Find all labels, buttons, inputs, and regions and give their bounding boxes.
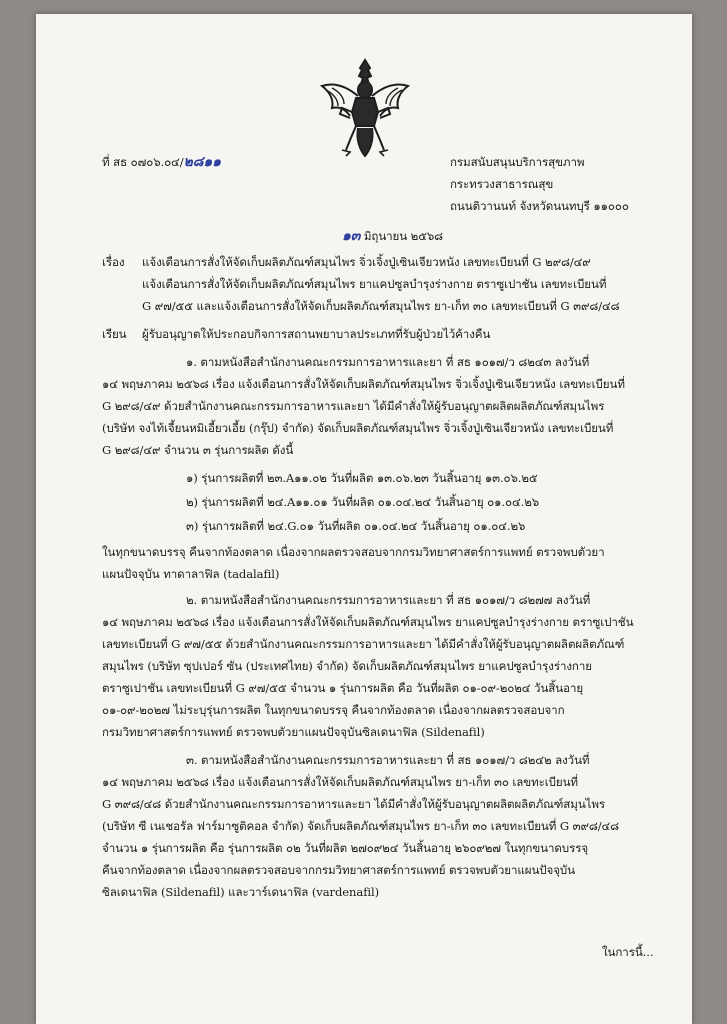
para3-line-5: จำนวน ๑ รุ่นการผลิต คือ รุ่นการผลิต ๐๒ วันที่ผลิต ๒๗๐๙๒๔ วันสิ้นอายุ ๒๖๐๙๒๗ ในทุกขนาดบรรจุ	[102, 841, 589, 855]
para3-line-3: G ๓๙๘/๔๘ ด้วยสำนักงานคณะกรรมการอาหารและยา ได้มีคำสั่งให้ผู้รับอนุญาตผลิตผลิตภัณฑ์สมุนไพร	[102, 797, 606, 811]
para1-line-2: ๑๔ พฤษภาคม ๒๕๖๘ เรื่อง แจ้งเตือนการสั่งให้จัดเก็บผลิตภัณฑ์สมุนไพร จิ่วเจิ้งปู่เซินเจียวหนัง เลขทะเบียนที่	[102, 377, 625, 391]
para3-line-4: (บริษัท ซี เนเชอรัล ฟาร์มาซูติคอล จำกัด) จัดเก็บผลิตภัณฑ์สมุนไพร ยา-เก็ท ๓๐ เลขทะเบียนที่ G ๓๙๘/๔๘	[102, 819, 620, 833]
para2-line-1: ๒. ตามหนังสือสำนักงานคณะกรรมการอาหารและยา ที่ สธ ๑๐๑๗/ว ๘๒๗๗ ลงวันที่	[186, 593, 591, 607]
lot-item: ๑) รุ่นการผลิตที่ ๒๓.A๑๑.๐๒ วันที่ผลิต ๑๓.๐๖.๒๓ วันสิ้นอายุ ๑๓.๐๖.๒๕	[186, 471, 538, 485]
org-line-2: กระทรวงสาธารณสุข	[450, 177, 554, 191]
para1-closing-1: ในทุกขนาดบรรจุ คืนจากท้องตลาด เนื่องจากผลตรวจสอบจากกรมวิทยาศาสตร์การแพทย์ ตรวจพบตัวยา	[102, 545, 605, 559]
para3-line-2: ๑๔ พฤษภาคม ๒๕๖๘ เรื่อง แจ้งเตือนการสั่งให้จัดเก็บผลิตภัณฑ์สมุนไพร ยา-เก็ท ๓๐ เลขทะเบียนที่	[102, 775, 578, 789]
org-address: ถนนติวานนท์ จังหวัดนนทบุรี ๑๑๐๐๐	[450, 199, 629, 213]
para3-line-1: ๓. ตามหนังสือสำนักงานคณะกรรมการอาหารและยา ที่ สธ ๑๐๑๗/ว ๘๒๔๒ ลงวันที่	[186, 753, 590, 767]
reference-number	[102, 154, 221, 170]
para2-line-2: ๑๔ พฤษภาคม ๒๕๖๘ เรื่อง แจ้งเตือนการสั่งให้จัดเก็บผลิตภัณฑ์สมุนไพร ยาแคปซูลบำรุงร่างกาย ตราซูเปาชัน	[102, 615, 634, 629]
lot-item: ๓) รุ่นการผลิตที่ ๒๔.G.๐๑ วันที่ผลิต ๐๑.๐๔.๒๔ วันสิ้นอายุ ๐๑.๐๔.๒๖	[186, 519, 526, 533]
reference-prefix: ที่ สธ ๐๗๐๖.๐๔/	[102, 155, 184, 169]
recipient-text: ผู้รับอนุญาตให้ประกอบกิจการสถานพยาบาลประเภทที่รับผู้ป่วยไว้ค้างคืน	[142, 327, 491, 341]
para1-line-1: ๑. ตามหนังสือสำนักงานคณะกรรมการอาหารและยา ที่ สธ ๑๐๑๗/ว ๘๒๔๓ ลงวันที่	[186, 355, 590, 369]
document-page	[36, 14, 692, 1024]
para2-line-6: ๐๑-๐๙-๒๐๒๗ ไม่ระบุรุ่นการผลิต ในทุกขนาดบรรจุ คืนจากท้องตลาด เนื่องจากผลตรวจสอบจาก	[102, 703, 565, 717]
para2-line-5: ตราซูเปาชัน เลขทะเบียนที่ G ๙๗/๕๕ จำนวน ๑ รุ่นการผลิต คือ วันที่ผลิต ๐๑-๐๙-๒๐๒๔ วันสิ้นอายุ	[102, 681, 584, 695]
para1-closing-2: แผนปัจจุบัน ทาดาลาฟิล (tadalafil)	[102, 567, 280, 581]
subject-label: เรื่อง	[102, 255, 125, 269]
para1-line-5: G ๒๙๘/๔๙ จำนวน ๓ รุ่นการผลิต ดังนี้	[102, 443, 294, 457]
lot-item: ๒) รุ่นการผลิตที่ ๒๔.A๑๑.๐๑ วันที่ผลิต ๐๑.๐๔.๒๔ วันสิ้นอายุ ๐๑.๐๔.๒๖	[186, 495, 540, 509]
subject-line-3: G ๙๗/๕๕ และแจ้งเตือนการสั่งให้จัดเก็บผลิตภัณฑ์สมุนไพร ยา-เก็ท ๓๐ เลขทะเบียนที่ G ๓๙๘/๔๘	[142, 299, 620, 313]
continuation-text: ในการนี้...	[602, 945, 654, 959]
para1-line-4: (บริษัท จงไท้เจี้ยนหมิเอี้ยวเอี้ย (กรุ๊ป) จำกัด) จัดเก็บผลิตภัณฑ์สมุนไพร จิ่วเจิ้งปู่เซินเจียวหนัง เลขทะเบียนที่	[102, 421, 614, 435]
date-month-year: มิถุนายน ๒๕๖๘	[363, 229, 443, 243]
para2-line-4: สมุนไพร (บริษัท ซุปเปอร์ ซัน (ประเทศไทย) จำกัด) จัดเก็บผลิตภัณฑ์สมุนไพร ยาแคปซูลบำรุงร่างกาย	[102, 659, 592, 673]
para1-line-3: G ๒๙๘/๔๙ ด้วยสำนักงานคณะกรรมการอาหารและยา ได้มีคำสั่งให้ผู้รับอนุญาตผลิตผลิตภัณฑ์สมุนไพร	[102, 399, 605, 413]
para2-line-7: กรมวิทยาศาสตร์การแพทย์ ตรวจพบตัวยาแผนปัจจุบันซิลเดนาฟิล (Sildenafil)	[102, 725, 485, 739]
para2-line-3: เลขทะเบียนที่ G ๙๗/๕๕ ด้วยสำนักงานคณะกรรมการอาหารและยา ได้มีคำสั่งให้ผู้รับอนุญาตผลิตผลิตภัณฑ์	[102, 637, 625, 651]
recipient-label: เรียน	[102, 327, 127, 341]
subject-line-2: แจ้งเตือนการสั่งให้จัดเก็บผลิตภัณฑ์สมุนไพร ยาแคปซูลบำรุงร่างกาย ตราซูเปาชัน เลขทะเบียนที่	[142, 277, 607, 291]
handwritten-reference: ๒๘๑๑	[183, 154, 221, 170]
para3-line-6: คืนจากท้องตลาด เนื่องจากผลตรวจสอบจากกรมวิทยาศาสตร์การแพทย์ ตรวจพบตัวยาแผนปัจจุบัน	[102, 863, 576, 877]
org-line-1: กรมสนับสนุนบริการสุขภาพ	[450, 155, 585, 169]
document-date	[342, 228, 443, 244]
para3-line-7: ซิลเดนาฟิล (Sildenafil) และวาร์เดนาฟิล (vardenafil)	[102, 885, 380, 899]
subject-line-1: แจ้งเตือนการสั่งให้จัดเก็บผลิตภัณฑ์สมุนไพร จิ่วเจิ้งปู่เซินเจียวหนัง เลขทะเบียนที่ G ๒๙๘/๔๙	[142, 255, 591, 269]
garuda-emblem-icon	[316, 56, 414, 162]
handwritten-date-day: ๑๓	[342, 228, 361, 244]
